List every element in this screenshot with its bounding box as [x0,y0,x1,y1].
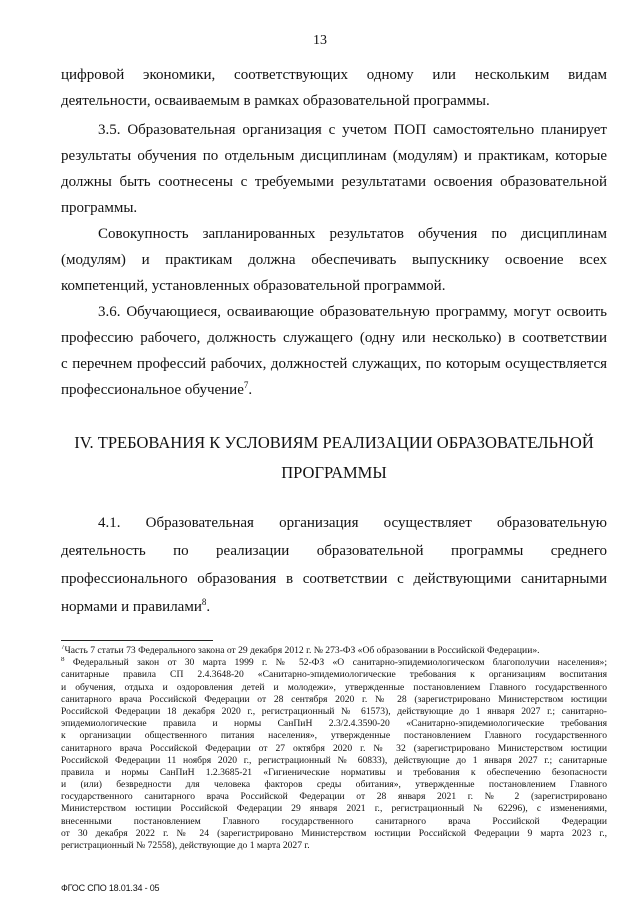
footnote-number: 7 [61,645,65,651]
footnote-8-line: правила и нормы СанПиН 1.2.3685-21 «Гигиенические нормативы и требования к обеспечению безопасности [61,766,607,778]
footnote-8-line: санитарного врача Российской Федерации от 27 октября 2020 г. № 32 (зарегистрировано Министерством юстиции [61,742,607,754]
text-line: деятельности, осваиваемым в рамках образовательной программы. [61,93,490,109]
text-line: результаты обучения по отдельным дисциплинам (модулям) и практикам, которые [61,148,607,164]
text-line: (модулям) и практикам должна обеспечивать выпускнику освоение всех [61,252,607,268]
footnote-8-line: Российской Федерации 18 декабря 2020 г., регистрационный № 61573), действующие до 1 января 2027 г.; санитарно- [61,705,607,717]
text-fragment: . [248,382,253,398]
paragraph-aggregate-results [61,221,607,299]
footnote-8-line: и (или) безвредности для человека факторов среды обитания», утвержденные постановлением Главного [61,779,607,791]
text-fragment: профессиональное обучение [61,382,244,398]
footnote-8-line: Российской Федерации 11 ноября 2020 г., регистрационный № 60833), действующие до 1 января 2027 г.; санитарные [61,754,607,766]
page-number: 13 [313,33,327,48]
paragraph-3-6 [61,299,607,403]
text-line [61,593,607,621]
footnote-8-line: от 30 декабря 2022 г. № 24 (зарегистрировано Министерством юстиции Российской Федерации 9 марта 2023 г., [61,827,607,839]
text-fragment: . [206,599,211,615]
footnote-number: 8 [61,657,65,663]
text-line: должны быть соотнесены с требуемыми результатами освоения образовательной [61,174,607,190]
paragraph-4-1 [61,509,607,621]
footnote-8-line: к организации общественного питания населения», утвержденные постановлением Главного государственного [61,730,607,742]
footnote-8-line: Министерством юстиции Российской Федерации 29 января 2021 г., регистрационный № 62296), с изменениями, [61,803,607,815]
footnote-8 [61,657,607,669]
footnote-ref-8[interactable]: 8 [201,597,207,607]
footnote-8-line: и обучения, отдыха и оздоровления детей и молодежи», утвержденные постановлением Главного государственного [61,681,607,693]
text-line: компетенций, установленных образовательной программой. [61,278,446,294]
text-line: 4.1. Образовательная организация осуществляет образовательную [98,515,607,531]
footnote-8-line: внесенными постановлением Главного государственного санитарного врача Российской Федерации [61,815,607,827]
heading-line: IV. ТРЕБОВАНИЯ К УСЛОВИЯМ РЕАЛИЗАЦИИ ОБРАЗОВАТЕЛЬНОЙ [74,433,594,452]
footnotes [61,645,607,852]
footnote-7 [61,645,607,657]
footnote-8-line: эпидемиологические правила и нормы СанПиН 2.3/2.4.3590-20 «Санитарно-эпидемиологические требования [61,718,607,730]
text-line: Совокупность запланированных результатов обучения по дисциплинам [98,226,607,242]
text-line: профессионального образования в соответствии с действующими санитарными [61,571,607,587]
text-line [61,377,607,403]
document-code: ФГОС СПО 18.01.34 - 05 [61,883,160,893]
text-line: с перечнем профессий рабочих, должностей служащих, по которым осуществляется [61,356,607,372]
section-heading [61,428,607,488]
text-line: 3.6. Обучающиеся, осваивающие образовательную программу, могут освоить [98,304,607,320]
footnote-ref-7[interactable]: 7 [243,380,249,390]
paragraph-3-5 [61,117,607,221]
text-line: цифровой экономики, соответствующих одному или нескольким видам [61,67,607,83]
text-line: профессию рабочего, должность служащего (одну или несколько) в соответствии [61,330,607,346]
paragraph-continuation [61,62,607,114]
text-fragment: нормами и правилами [61,599,202,615]
heading-line: ПРОГРАММЫ [281,463,387,482]
footnote-8-line: регистрационный № 72558), действующие до 1 марта 2027 г. [61,840,310,851]
footnote-8-line: санитарного врача Российской Федерации от 28 сентября 2020 г. № 28 (зарегистрировано Министерством юстиции [61,693,607,705]
text-line: деятельность по реализации образовательной программы среднего [61,543,607,559]
footnote-text: Федеральный закон от 30 марта 1999 г. № 52-ФЗ «О санитарно-эпидемиологическом благополучии населения»; [72,657,607,669]
footnote-divider [61,640,213,641]
footnote-8-line: государственного санитарного врача Российской Федерации от 28 января 2021 г. № 2 (зарегистрировано [61,791,607,803]
footnote-8-line: санитарные правила СП 2.4.3648-20 «Санитарно-эпидемиологические требования к организациям воспитания [61,669,607,681]
text-line: 3.5. Образовательная организация с учетом ПОП самостоятельно планирует [98,122,607,138]
footnote-text: Часть 7 статьи 73 Федерального закона от 29 декабря 2012 г. № 273-ФЗ «Об образовании в Российской Федерации». [64,645,540,656]
text-line: программы. [61,200,138,216]
